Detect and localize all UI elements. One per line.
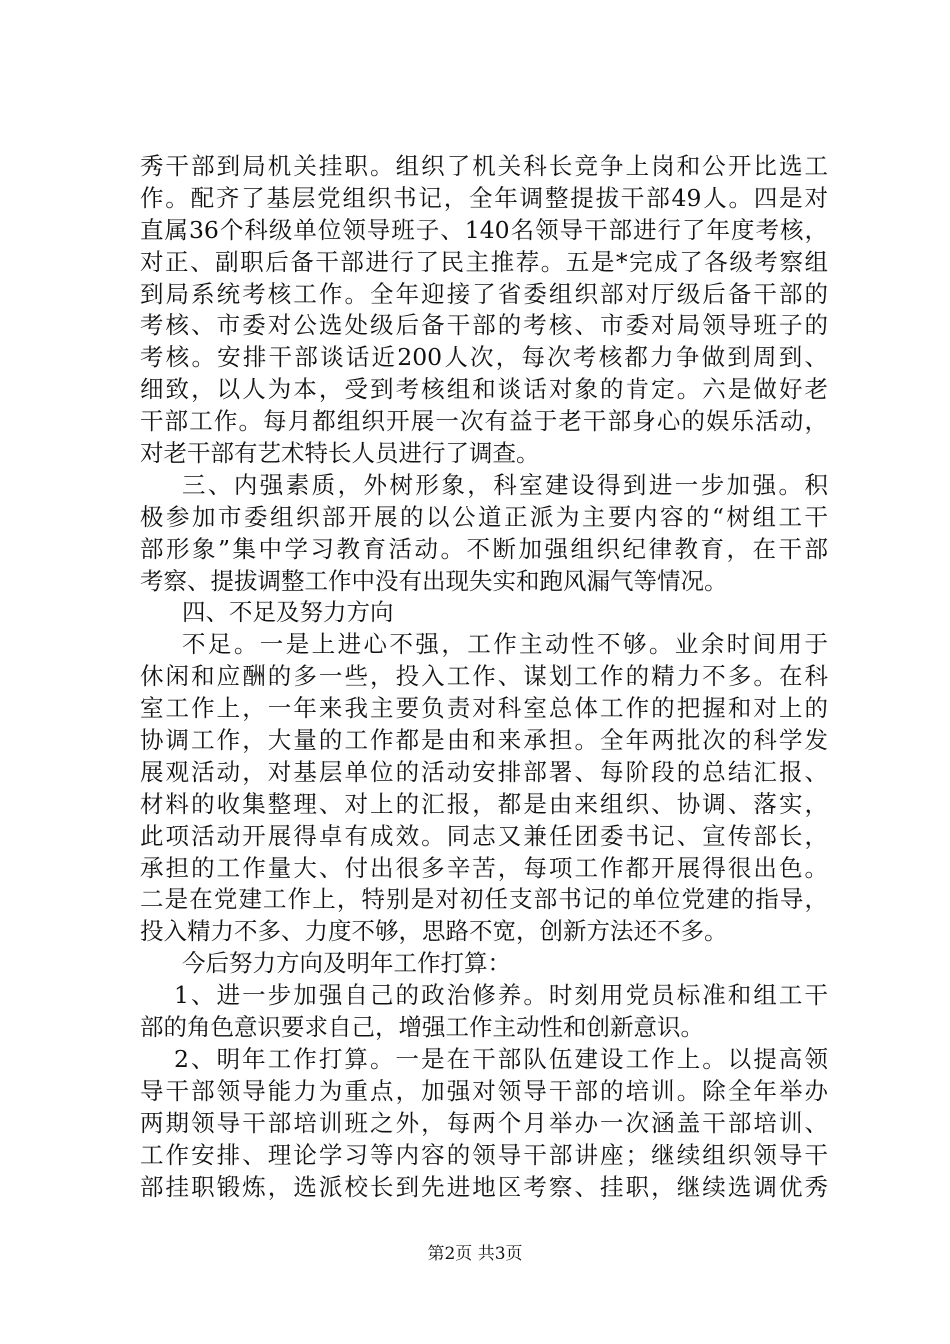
text-line: 考核、市委对公选处级后备干部的考核、市委对局领导班子的 — [140, 311, 828, 340]
document-body — [140, 151, 828, 1203]
text-line: 干部工作。每月都组织开展一次有益于老干部身心的娱乐活动， — [140, 407, 828, 436]
text-line: 室工作上，一年来我主要负责对科室总体工作的把握和对上的 — [140, 694, 828, 723]
paragraph-first-line: 三、内强素质，外树形象，科室建设得到进一步加强。积 — [182, 470, 828, 499]
paragraph-first-line: 不足。一是上进心不强，工作主动性不够。业余时间用于 — [182, 630, 828, 659]
section-heading: 四、不足及努力方向 — [182, 598, 394, 627]
page-number-footer: 第2页 共3页 — [427, 1244, 523, 1264]
text-line: 协调工作，大量的工作都是由和来承担。全年两批次的科学发 — [140, 726, 828, 755]
text-line: 二是在党建工作上，特别是对初任支部书记的单位党建的指导， — [140, 885, 828, 914]
text-line: 部挂职锻炼，选派校长到先进地区考察、挂职，继续选调优秀 — [140, 1172, 828, 1201]
text-line: 极参加市委组织部开展的以公道正派为主要内容的“树组工干 — [140, 502, 828, 531]
text-line: 导干部领导能力为重点，加强对领导干部的培训。除全年举办 — [140, 1076, 828, 1105]
text-line: 部的角色意识要求自己，增强工作主动性和创新意识。 — [140, 1013, 704, 1042]
text-line: 细致，以人为本，受到考核组和谈话对象的肯定。六是做好老 — [140, 375, 828, 404]
section-heading: 今后努力方向及明年工作打算： — [182, 949, 511, 978]
text-line: 考察、提拔调整工作中没有出现失实和跑风漏气等情况。 — [140, 566, 728, 595]
paragraph-first-line: 1、进一步加强自己的政治修养。时刻用党员标准和组工干 — [174, 981, 828, 1010]
paragraph-first-line: 2、明年工作打算。一是在干部队伍建设工作上。以提高领 — [174, 1044, 828, 1073]
text-line: 作。配齐了基层党组织书记，全年调整提拔干部49人。四是对 — [140, 183, 828, 212]
text-line: 考核。安排干部谈话近200人次，每次考核都力争做到周到、 — [140, 343, 828, 372]
text-line: 展观活动，对基层单位的活动安排部署、每阶段的总结汇报、 — [140, 757, 828, 786]
text-line: 承担的工作量大、付出很多辛苦，每项工作都开展得很出色。 — [140, 853, 828, 882]
text-line: 工作安排、理论学习等内容的领导干部讲座；继续组织领导干 — [140, 1140, 828, 1169]
text-line: 对老干部有艺术特长人员进行了调查。 — [140, 439, 540, 468]
text-line: 投入精力不多、力度不够，思路不宽，创新方法还不多。 — [140, 917, 728, 946]
text-line: 秀干部到局机关挂职。组织了机关科长竞争上岗和公开比选工 — [140, 152, 828, 180]
text-line: 到局系统考核工作。全年迎接了省委组织部对厅级后备干部的 — [140, 279, 828, 308]
text-line: 此项活动开展得卓有成效。同志又兼任团委书记、宣传部长， — [140, 821, 828, 850]
text-line: 休闲和应酬的多一些，投入工作、谋划工作的精力不多。在科 — [140, 662, 828, 691]
text-line: 对正、副职后备干部进行了民主推荐。五是*完成了各级考察组 — [140, 247, 828, 276]
text-line: 部形象”集中学习教育活动。不断加强组织纪律教育，在干部 — [140, 534, 828, 563]
text-line: 直属36个科级单位领导班子、140名领导干部进行了年度考核， — [140, 215, 828, 244]
text-line: 两期领导干部培训班之外，每两个月举办一次涵盖干部培训、 — [140, 1108, 828, 1137]
text-line: 材料的收集整理、对上的汇报，都是由来组织、协调、落实， — [140, 789, 828, 818]
